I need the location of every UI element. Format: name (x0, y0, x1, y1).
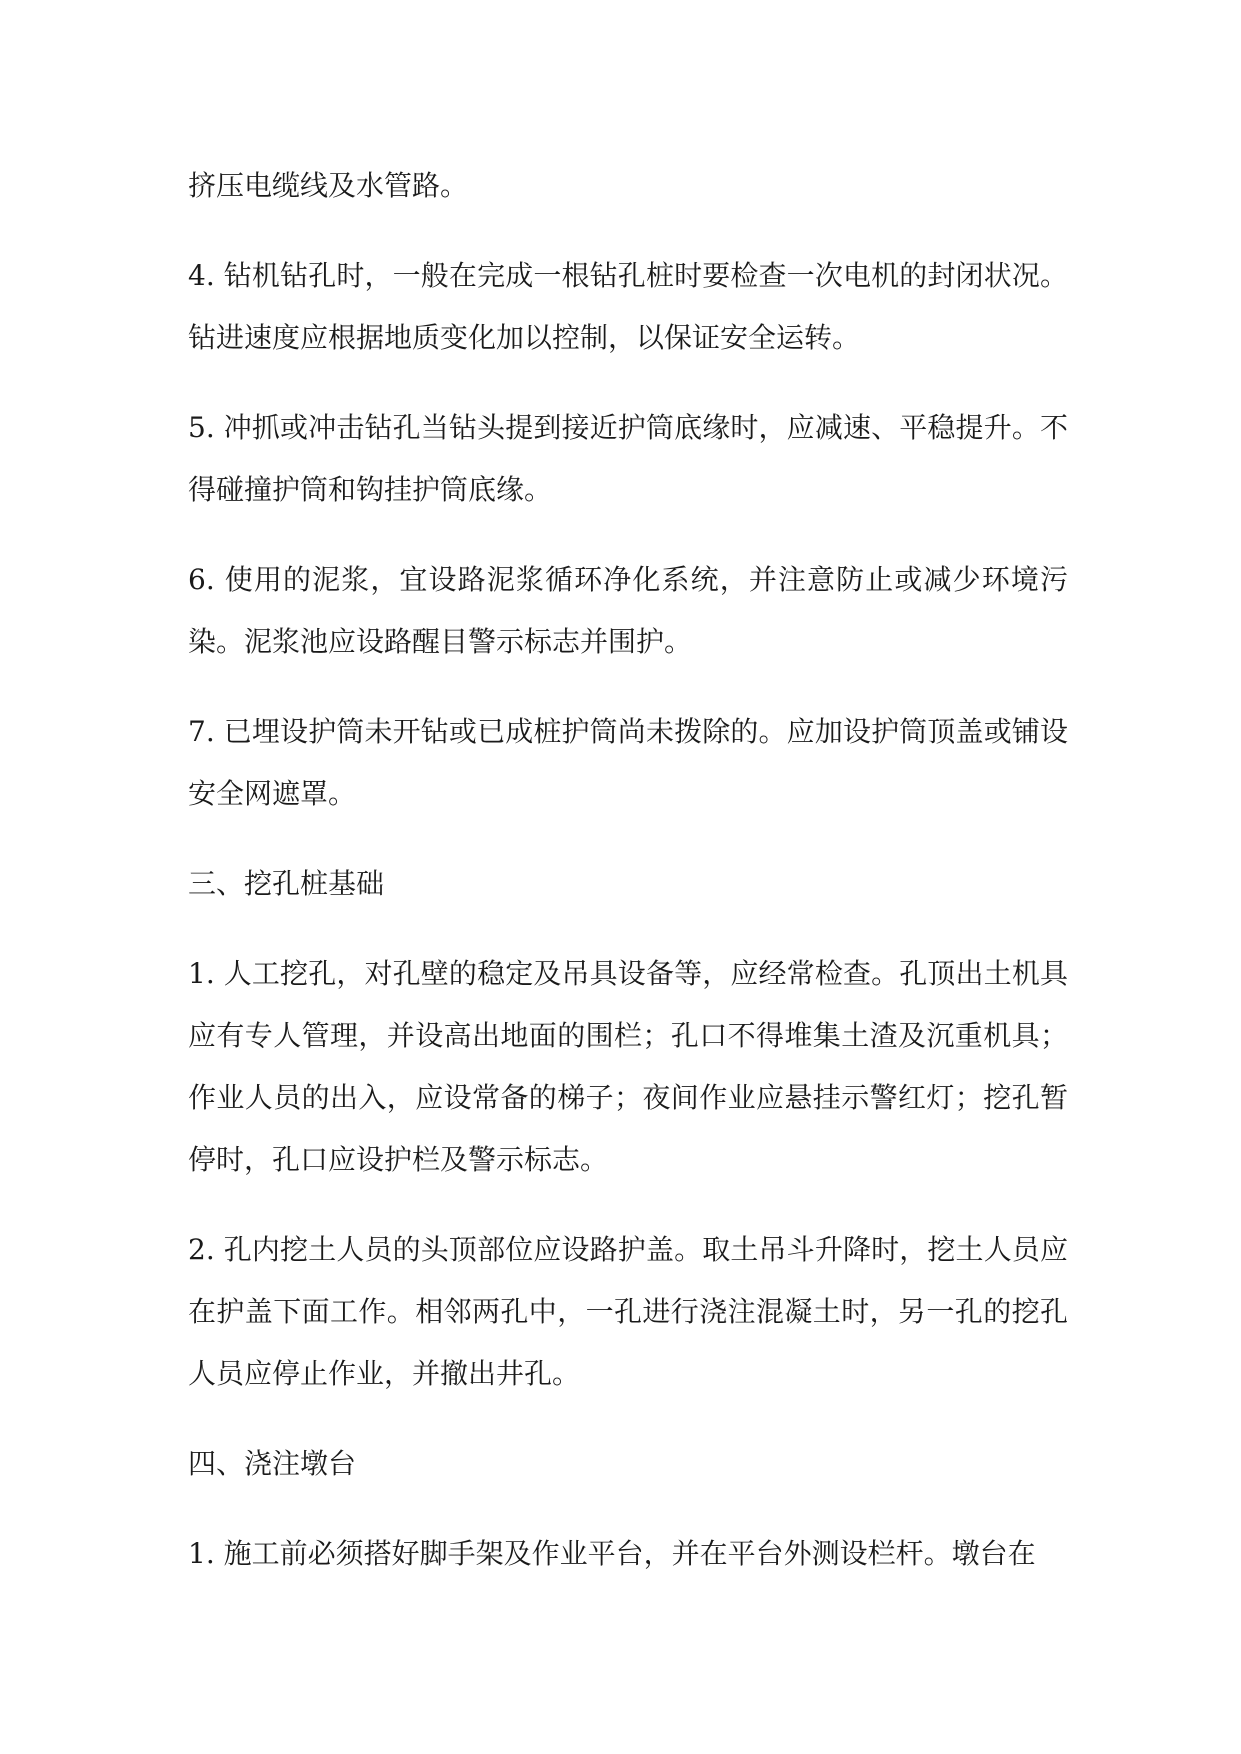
section-heading-pier-pouring: 四、浇注墩台 (188, 1447, 357, 1480)
paragraph-item-4: 4. 钻机钻孔时，一般在完成一根钻孔桩时要检查一次电机的封闭状况。钻进速度应根据地质变化加以控制，以保证安全运转。 (188, 259, 1068, 354)
paragraph-dug-pile-1: 1. 人工挖孔，对孔壁的稳定及吊具设备等，应经常检查。孔顶出土机具应有专人管理，并设高出地面的围栏；孔口不得堆集土渣及沉重机具；作业人员的出入，应设常备的梯子；夜间作业应悬挂示警红灯；挖孔暂停时，孔口应设护栏及警示标志。 (188, 957, 1068, 1176)
paragraph-pier-pouring-1: 1. 施工前必须搭好脚手架及作业平台，并在平台外测设栏杆。墩台在 (188, 1537, 1036, 1570)
paragraph-item-7: 7. 已埋设护筒未开钻或已成桩护筒尚未拨除的。应加设护筒顶盖或铺设安全网遮罩。 (188, 715, 1068, 810)
paragraph-continuation: 挤压电缆线及水管路。 (188, 169, 469, 202)
paragraph-item-6: 6. 使用的泥浆，宜设路泥浆循环净化系统，并注意防止或减少环境污染。泥浆池应设路醒目警示标志并围护。 (188, 563, 1068, 658)
paragraph-dug-pile-2: 2. 孔内挖土人员的头顶部位应设路护盖。取土吊斗升降时，挖土人员应在护盖下面工作。相邻两孔中，一孔进行浇注混凝土时，另一孔的挖孔人员应停止作业，并撤出井孔。 (188, 1233, 1068, 1390)
paragraph-item-5: 5. 冲抓或冲击钻孔当钻头提到接近护筒底缘时，应减速、平稳提升。不得碰撞护筒和钩挂护筒底缘。 (188, 411, 1068, 506)
section-heading-dug-pile: 三、挖孔桩基础 (188, 867, 385, 900)
document-body (188, 155, 1068, 1613)
